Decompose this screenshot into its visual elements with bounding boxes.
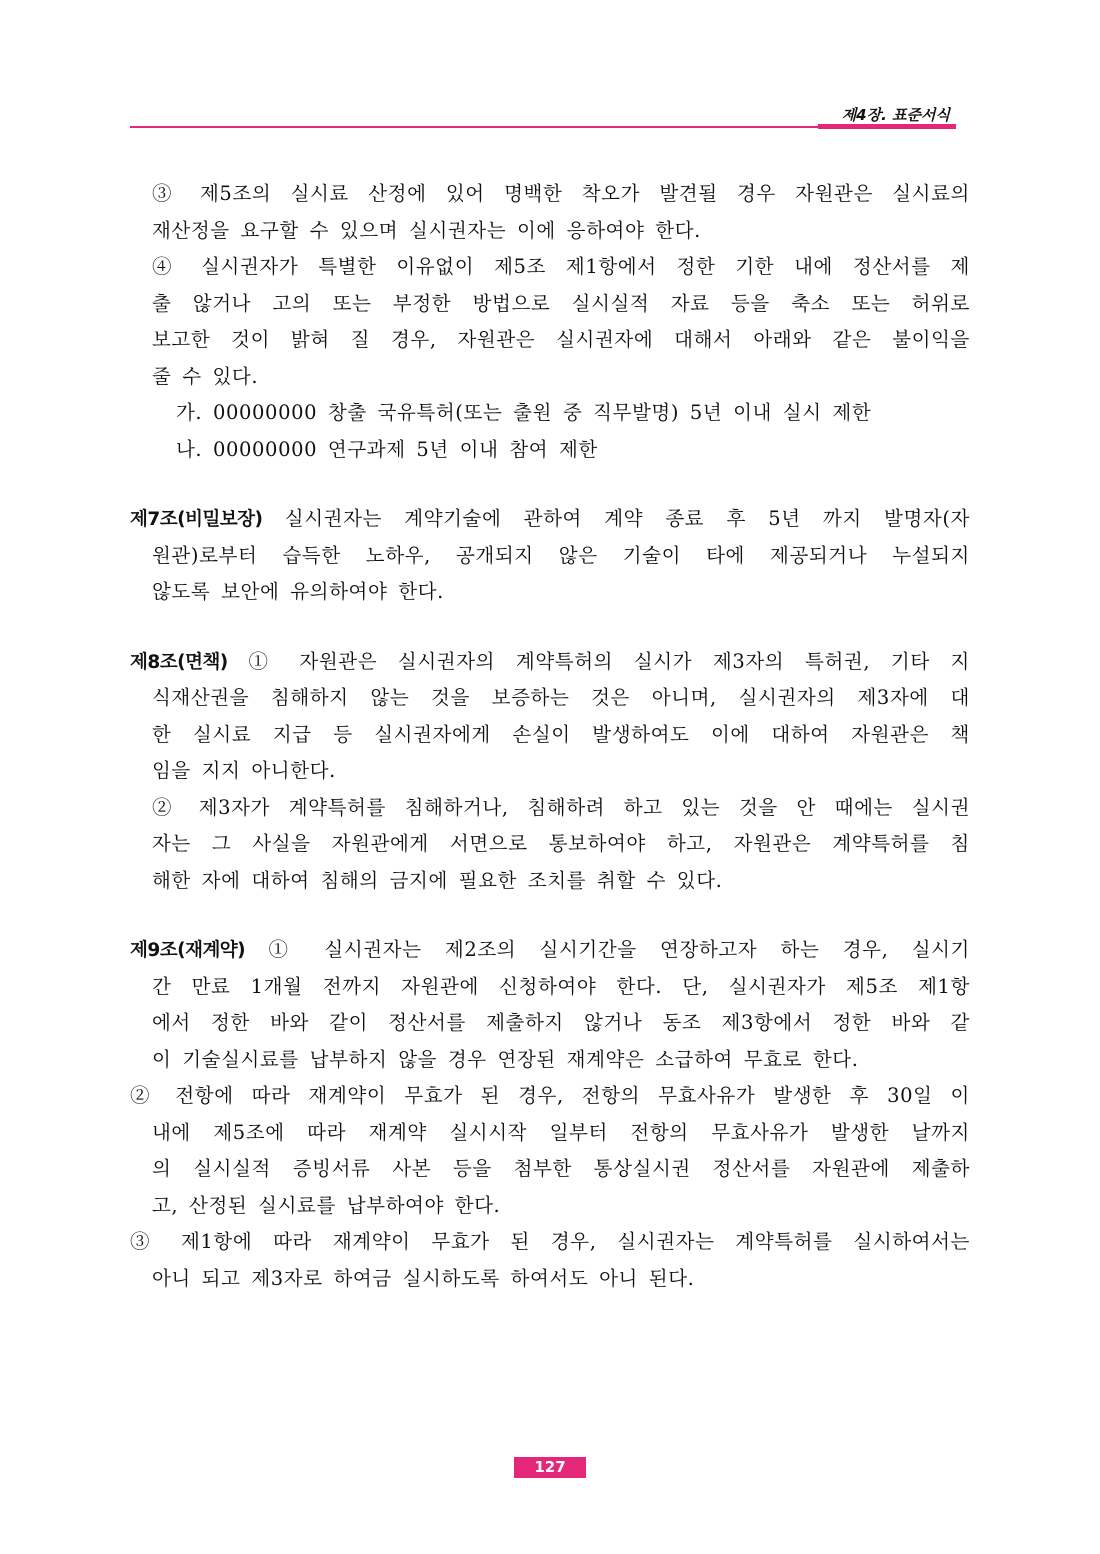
paragraph-line: 에서 정한 바와 같이 정산서를 제출하지 않거나 동조 제3항에서 정한 바와 같 [152,1011,970,1034]
chapter-title: 제4장. 표준서식 [841,106,950,124]
paragraph-line: 아니 되고 제3자로 하여금 실시하도록 하여서도 아니 된다. [152,1266,695,1290]
article-9-title: 제9조(재계약) [130,940,246,961]
paragraph-line: 않도록 보안에 유의하여야 한다. [152,580,444,603]
article-9-first-line [130,932,970,969]
paragraph-line: ② 전항에 따라 재계약이 무효가 된 경우, 전항의 무효사유가 발생한 후 30일 이 [130,1084,970,1107]
article-8-first-line [130,644,970,681]
paragraph-line: 간 만료 1개월 전까지 자원관에 신청하여야 한다. 단, 실시권자가 제5조 제1항 [152,974,970,998]
article-8-text: ① 자원관은 실시권자의 계약특허의 실시가 제3자의 특허권, 기타 지 [227,649,970,673]
paragraph-line: 보고한 것이 밝혀 질 경우, 자원관은 실시권자에 대해서 아래와 같은 불이익을 [152,328,970,351]
paragraph-line: 재산정을 요구할 수 있으며 실시권자는 이에 응하여야 한다. [152,218,701,242]
list-item: 나. 00000000 연구과제 5년 이내 참여 제한 [176,437,598,461]
paragraph-line: ③ 제5조의 실시료 산정에 있어 명백한 착오가 발견될 경우 자원관은 실시료의 [152,182,970,205]
paragraph-line: 이 기술실시료를 납부하지 않을 경우 연장된 재계약은 소급하여 무효로 한다. [152,1047,859,1071]
paragraph-line: ④ 실시권자가 특별한 이유없이 제5조 제1항에서 정한 기한 내에 정산서를 제 [152,255,970,278]
article-7-title: 제7조(비밀보장) [130,509,263,530]
paragraph-line: 원관)로부터 습득한 노하우, 공개되지 않은 기술이 타에 제공되거나 누설되지 [152,543,970,567]
article-7-text: 실시권자는 계약기술에 관하여 계약 종료 후 5년 까지 발명자(자 [262,507,970,530]
paragraph-line: 내에 제5조에 따라 재계약 실시시작 일부터 전항의 무효사유가 발생한 날까지 [152,1120,970,1144]
paragraph-line: 출 않거나 고의 또는 부정한 방법으로 실시실적 자료 등을 축소 또는 허위로 [152,291,970,315]
paragraph-line: 식재산권을 침해하지 않는 것을 보증하는 것은 아니며, 실시권자의 제3자에 대 [152,686,970,709]
page-number: 127 [514,1457,586,1478]
paragraph-line: 해한 자에 대하여 침해의 금지에 필요한 조치를 취할 수 있다. [152,868,723,892]
paragraph-line: 자는 그 사실을 자원관에게 서면으로 통보하여야 하고, 자원관은 계약특허를 침 [152,832,970,855]
article-9-text: ① 실시권자는 제2조의 실시기간을 연장하고자 하는 경우, 실시기 [245,938,970,961]
paragraph-line: 의 실시실적 증빙서류 사본 등을 첨부한 통상실시권 정산서를 자원관에 제출하 [152,1157,970,1180]
article-8-title: 제8조(면책) [130,651,228,673]
paragraph-line: 한 실시료 지급 등 실시권자에게 손실이 발생하여도 이에 대하여 자원관은 책 [152,722,970,746]
paragraph-line: 고, 산정된 실시료를 납부하여야 한다. [152,1193,501,1217]
paragraph-line: 임을 지지 아니한다. [152,759,336,782]
article-7-first-line [130,501,970,538]
paragraph-line: ② 제3자가 계약특허를 침해하거나, 침해하려 하고 있는 것을 안 때에는 실시권 [152,795,971,819]
header-rule-accent [818,124,956,129]
list-item: 가. 00000000 창출 국유특허(또는 출원 중 직무발명) 5년 이내 실시 제한 [176,401,872,424]
paragraph-line: ③ 제1항에 따라 재계약이 무효가 된 경우, 실시권자는 계약특허를 실시하여서는 [130,1230,970,1253]
paragraph-line: 줄 수 있다. [152,364,259,388]
document-body [130,176,970,1297]
